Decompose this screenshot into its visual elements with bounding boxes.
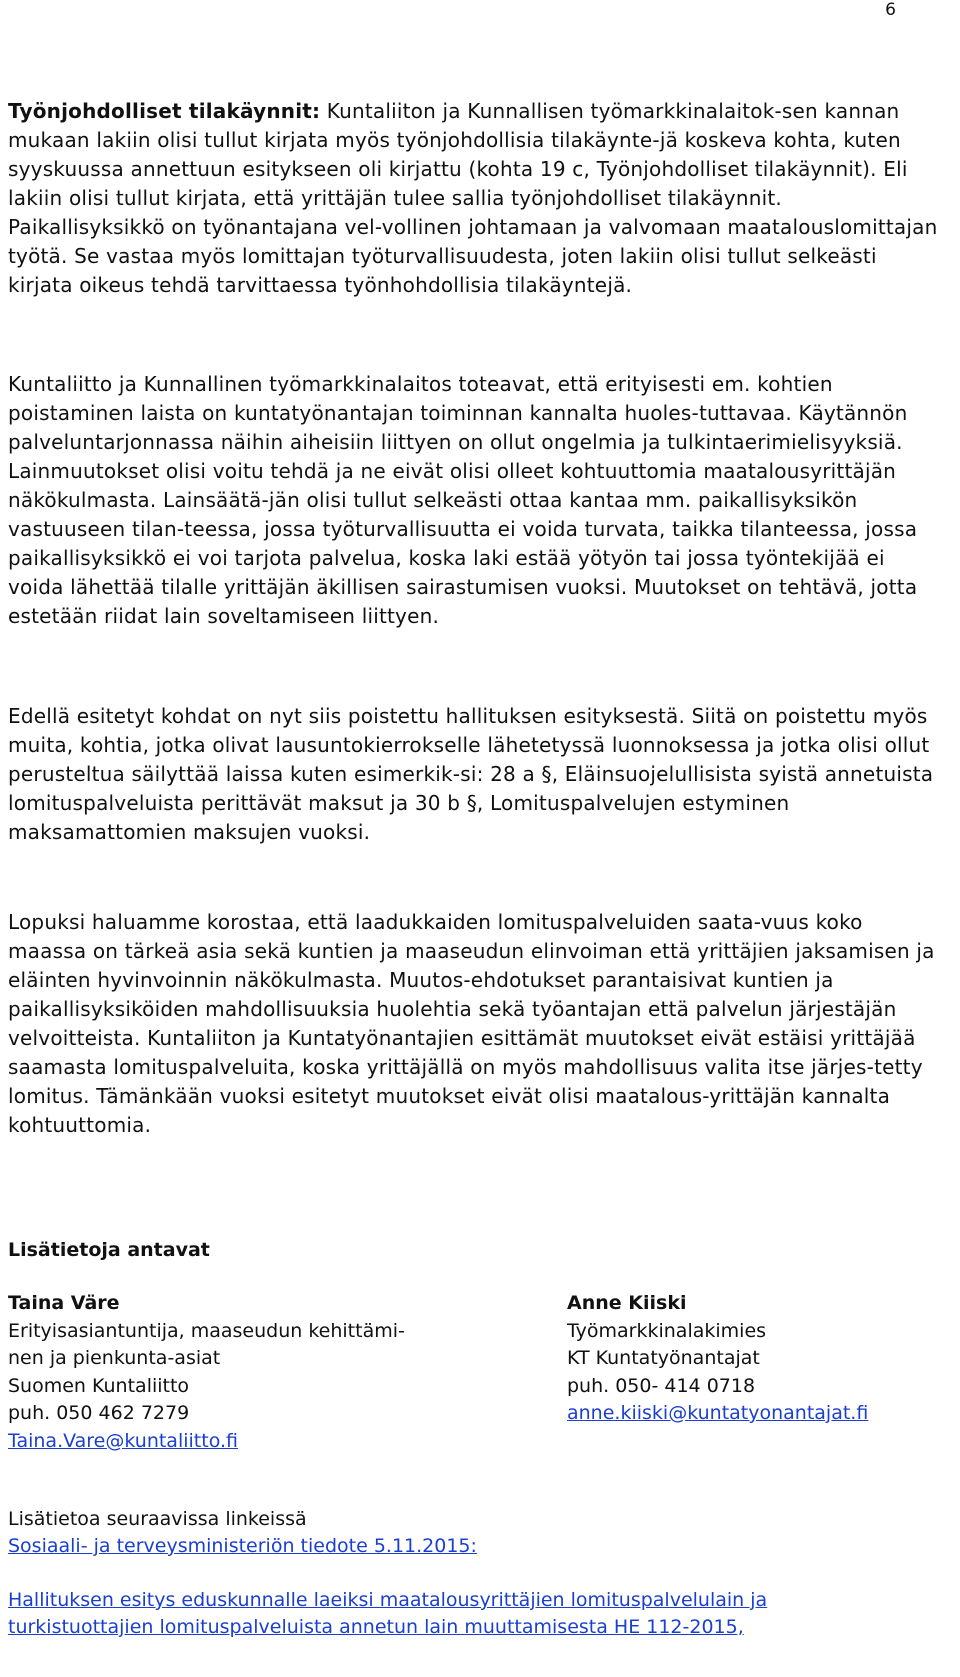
contact-org: KT Kuntatyönantajat — [567, 1347, 760, 1369]
page-number: 6 — [885, 0, 896, 20]
contact-name: Anne Kiiski — [567, 1292, 687, 1314]
contact-title: Työmarkkinalakimies — [567, 1319, 767, 1342]
links-intro: Lisätietoa seuraavissa linkeissä — [8, 1508, 307, 1530]
contact-phone: puh. 050- 414 0718 — [567, 1374, 756, 1397]
contact-taina-vare — [8, 1290, 508, 1455]
contacts-heading: Lisätietoja antavat — [8, 1239, 210, 1261]
contact-title-line1: Erityisasiantuntija, maaseudun kehittämi- — [8, 1319, 405, 1342]
government-proposal-link[interactable]: Hallituksen esitys eduskunnalle laeiksi maatalousyrittäjien lomituspalvelulain ja turkistuottajien lomituspalveluista annetun lain muuttamisesta HE 112-2015, — [8, 1589, 768, 1638]
paragraph-kuntaliitto-statement: Kuntaliitto ja Kunnallinen työmarkkinalaitos toteavat, että erityisesti em. kohtien poistaminen laista on kuntatyönantajan toiminnan kannalta huoles-tuttavaa. Käytännön palveluntarjonnassa näihin aiheisiin liittyen on ollut ongelmia ja tulkintaerimielisyyksiä. Lainmuutokset olisi voitu tehdä ja ne eivät olisi olleet kohtuuttomia maatalousyrittäjän näkökulmasta. Lainsäätä-jän olisi tullut selkeästi ottaa kantaa mm. paikallisyksikön vastuuseen tilan-teessa, jossa työturvallisuutta ei voida turvata, taikka tilanteessa, jossa paikallisyksikkö ei voi tarjota palvelua, koska laki estää yötyön tai jossa työntekijää ei voida lähettää tilalle yrittäjän äkillisen sairastumisen vuoksi. Muutokset on tehtävä, jotta estetään riidat lain soveltamiseen liittyen. — [8, 372, 918, 628]
contact-name: Taina Väre — [8, 1292, 120, 1314]
paragraph-conclusion: Lopuksi haluamme korostaa, että laadukkaiden lomituspalveluiden saata-vuus koko maassa on tärkeä asia sekä kuntien ja maaseudun elinvoiman että yrittäjien jaksamisen ja eläinten hyvinvoinnin näkökulmasta. Muutos-ehdotukset parantaisivat kuntien ja paikallisyksiköiden mahdollisuuksia huolehtia sekä työantajan että palvelun järjestäjän velvoitteista. Kuntaliiton ja Kuntatyönantajien esittämät muutokset eivät estäisi yrittäjää saamasta lomituspalveluita, koska yrittäjällä on myös mahdollisuus valita itse järjes-tetty lomitus. Tämänkään vuoksi esitetyt muutokset eivät olisi maatalous-yrittäjän kannalta kohtuuttomia. — [8, 910, 935, 1137]
contact-email-link[interactable]: anne.kiiski@kuntatyonantajat.fi — [567, 1402, 869, 1424]
contact-phone: puh. 050 462 7279 — [8, 1402, 190, 1424]
paragraph-tilakaynnit — [8, 97, 938, 300]
contact-email-link[interactable]: Taina.Vare@kuntaliitto.fi — [8, 1429, 238, 1452]
contact-org: Suomen Kuntaliitto — [8, 1374, 190, 1397]
paragraph-text: Kuntaliiton ja Kunnallisen työmarkkinalaitok-sen kannan mukaan lakiin olisi tullut kirjata myös työnjohdollisia tilakäynte-jä koskeva kohta, kuten syyskuussa annettuun esitykseen oli kirjattu (kohta 19 c, Työnjohdolliset tilakäynnit). Eli lakiin olisi tullut kirjata, että yrittäjän tulee sallia työnjohdolliset tilakäynnit. Paikallisyksikkö on työnantajana vel-vollinen johtamaan ja valvomaan maatalouslomittajan työtä. Se vastaa myös lomittajan työturvallisuudesta, joten lakiin olisi tullut selkeästi kirjata oikeus tehdä tarvittaessa työnhohdollisia tilakäyntejä. — [8, 99, 938, 297]
paragraph-heading: Työnjohdolliset tilakäynnit: — [8, 99, 321, 123]
paragraph-removed-sections: Edellä esitetyt kohdat on nyt siis poistettu hallituksen esityksestä. Siitä on poistettu myös muita, kohtia, jotka olivat lausuntokierrokselle lähetetyssä luonnoksessa ja jotka olisi ollut perusteltua säilyttää laissa kuten esimerkik-si: 28 a §, Eläinsuojelullisista syistä annetuista lomituspalveluista perittävät maksut ja 30 b §, Lomituspalvelujen estyminen maksamattomien maksujen vuoksi. — [8, 704, 934, 844]
contact-title-line2: nen ja pienkunta-asiat — [8, 1347, 221, 1369]
contact-anne-kiiski — [567, 1290, 947, 1428]
stm-press-release-link[interactable]: Sosiaali- ja terveysministeriön tiedote 5.11.2015: — [8, 1535, 477, 1557]
